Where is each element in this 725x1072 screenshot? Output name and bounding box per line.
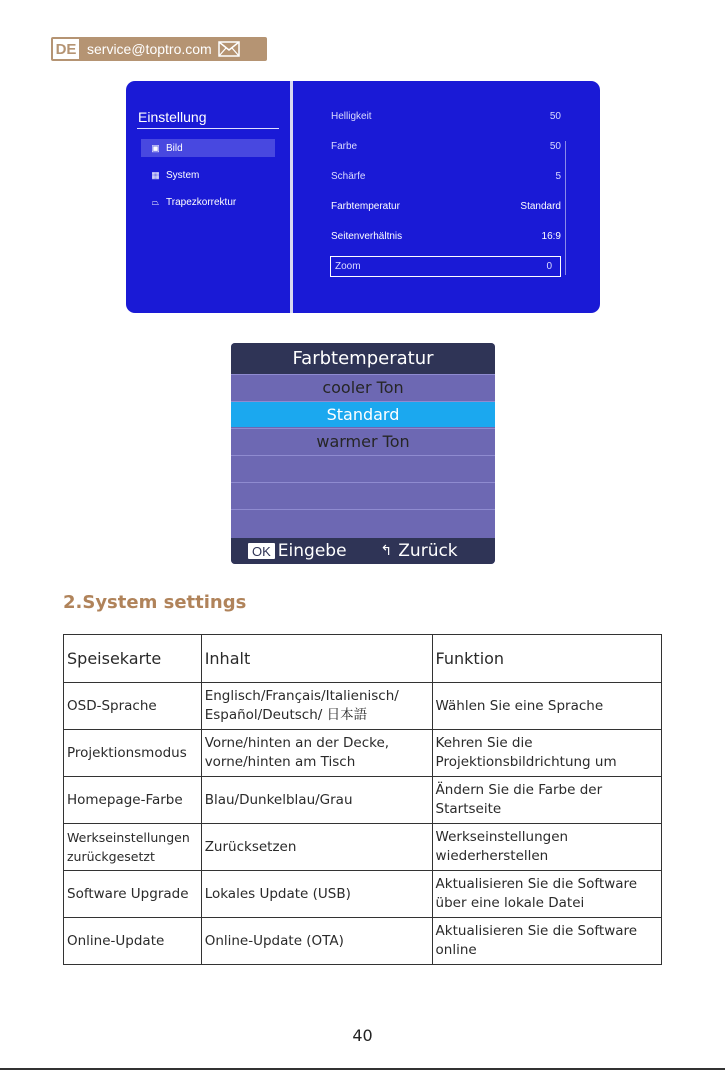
table-cell: Englisch/Français/Italienisch/ Español/Deutsch/ 日本語 bbox=[201, 683, 432, 730]
setting-row-farbe[interactable] bbox=[331, 137, 561, 155]
mail-icon bbox=[218, 41, 240, 57]
table-cell: Wählen Sie eine Sprache bbox=[432, 683, 661, 730]
table-cell: Aktualisieren Sie die Software online bbox=[432, 918, 661, 965]
menu-item-system[interactable] bbox=[141, 166, 275, 184]
table-cell: Online-Update bbox=[64, 918, 202, 965]
setting-value: Standard bbox=[520, 200, 561, 212]
menu-item-trapezkorrektur[interactable] bbox=[141, 193, 275, 211]
table-row bbox=[64, 683, 662, 730]
setting-value: 5 bbox=[555, 170, 561, 182]
table-header: Speisekarte bbox=[64, 635, 202, 683]
setting-row-farbtemperatur[interactable] bbox=[331, 197, 561, 215]
settings-title: Einstellung bbox=[138, 109, 207, 125]
menu-item-label: System bbox=[166, 169, 200, 181]
settings-screen bbox=[126, 81, 600, 313]
back-label[interactable]: Zurück bbox=[398, 541, 458, 561]
table-cell: Werkseinstellungen wiederherstellen bbox=[432, 824, 661, 871]
section-title: 2.System settings bbox=[63, 592, 247, 613]
ok-label[interactable]: Eingebe bbox=[277, 541, 347, 561]
table-cell: OSD-Sprache bbox=[64, 683, 202, 730]
option-warmer-ton[interactable]: warmer Ton bbox=[231, 428, 495, 454]
table-cell: Lokales Update (USB) bbox=[201, 871, 432, 918]
table-cell: Vorne/hinten an der Decke, vorne/hinten am Tisch bbox=[201, 730, 432, 777]
setting-row-zoom[interactable] bbox=[330, 256, 561, 277]
setting-label: Schärfe bbox=[331, 170, 366, 182]
table-header: Inhalt bbox=[201, 635, 432, 683]
setting-value: 0 bbox=[546, 261, 552, 272]
table-cell: Ändern Sie die Farbe der Startseite bbox=[432, 777, 661, 824]
table-row bbox=[64, 824, 662, 871]
table-cell: Projektionsmodus bbox=[64, 730, 202, 777]
keystone-icon: ⏢ bbox=[151, 196, 160, 207]
language-code: DE bbox=[53, 39, 79, 59]
setting-label: Zoom bbox=[335, 261, 361, 272]
popup-footer bbox=[231, 538, 495, 564]
system-icon: ▦ bbox=[151, 169, 160, 180]
table-row bbox=[64, 871, 662, 918]
table-cell: Kehren Sie die Projektionsbildrichtung um bbox=[432, 730, 661, 777]
table-row bbox=[64, 777, 662, 824]
table-cell: Aktualisieren Sie die Software über eine lokale Datei bbox=[432, 871, 661, 918]
ok-key-icon: OK bbox=[248, 543, 275, 559]
table-cell: Homepage-Farbe bbox=[64, 777, 202, 824]
table-row bbox=[64, 730, 662, 777]
setting-row-helligkeit[interactable] bbox=[331, 107, 561, 125]
setting-row-schaerfe[interactable] bbox=[331, 167, 561, 185]
table-cell: Online-Update (OTA) bbox=[201, 918, 432, 965]
table-row bbox=[64, 918, 662, 965]
table-cell: Software Upgrade bbox=[64, 871, 202, 918]
setting-label: Helligkeit bbox=[331, 110, 372, 122]
color-temperature-popup bbox=[231, 343, 495, 564]
table-cell: Blau/Dunkelblau/Grau bbox=[201, 777, 432, 824]
setting-label: Seitenverhältnis bbox=[331, 230, 403, 242]
picture-icon: ▣ bbox=[151, 142, 160, 153]
popup-title: Farbtemperatur bbox=[231, 343, 495, 374]
table-cell: Werkseinstellungen zurückgesetzt bbox=[64, 824, 202, 871]
table-header-row bbox=[64, 635, 662, 683]
option-cooler-ton[interactable]: cooler Ton bbox=[231, 374, 495, 400]
option-standard[interactable]: Standard bbox=[231, 401, 495, 427]
option-empty bbox=[231, 509, 495, 538]
option-empty bbox=[231, 455, 495, 481]
page-number: 40 bbox=[352, 1026, 373, 1045]
scrollbar-track[interactable] bbox=[565, 141, 566, 275]
table-cell: Zurücksetzen bbox=[201, 824, 432, 871]
setting-row-seitenverhaeltnis[interactable] bbox=[331, 227, 561, 245]
panel-divider bbox=[290, 81, 293, 313]
menu-item-label: Trapezkorrektur bbox=[166, 196, 237, 208]
setting-value: 50 bbox=[549, 110, 561, 122]
setting-label: Farbtemperatur bbox=[331, 200, 400, 212]
back-arrow-icon: ↰ bbox=[380, 543, 393, 559]
table-header: Funktion bbox=[432, 635, 661, 683]
support-email[interactable]: service@toptro.com bbox=[87, 41, 212, 57]
menu-item-label: Bild bbox=[166, 142, 183, 154]
setting-value: 16:9 bbox=[541, 230, 561, 242]
footer-rule bbox=[0, 1068, 725, 1070]
system-settings-table bbox=[63, 634, 662, 965]
option-empty bbox=[231, 482, 495, 508]
setting-label: Farbe bbox=[331, 140, 358, 152]
language-email-badge bbox=[51, 37, 267, 61]
title-underline bbox=[137, 128, 279, 129]
setting-value: 50 bbox=[549, 140, 561, 152]
menu-item-bild[interactable] bbox=[141, 139, 275, 157]
